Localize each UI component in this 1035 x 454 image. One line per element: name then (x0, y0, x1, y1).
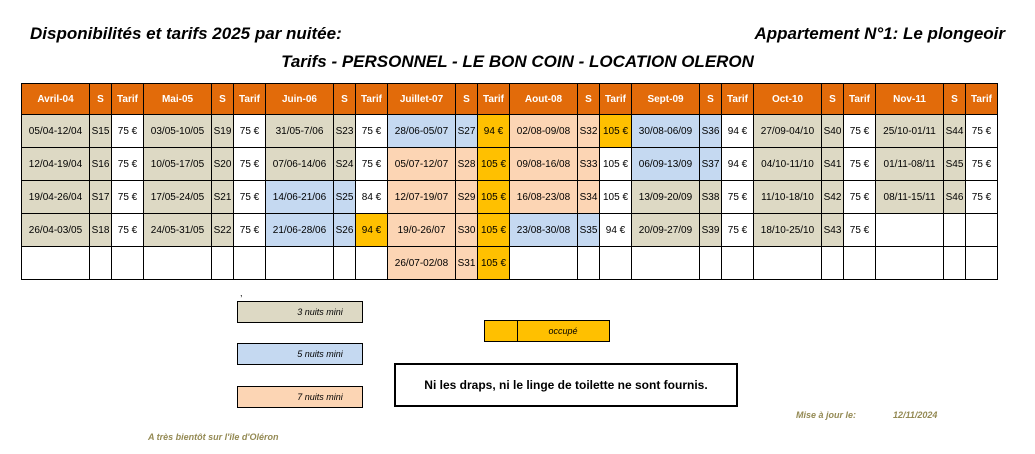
table-cell: S28 (456, 148, 478, 181)
table-cell: S37 (700, 148, 722, 181)
table-cell (510, 247, 578, 280)
legend-occupied (484, 320, 610, 342)
apartment-title: Appartement N°1: Le plongeoir (754, 24, 1005, 43)
table-cell: 105 € (478, 247, 510, 280)
table-cell: S40 (822, 115, 844, 148)
table-cell: S20 (212, 148, 234, 181)
table-cell: 75 € (234, 214, 266, 247)
update-date: 12/11/2024 (893, 410, 938, 420)
table-cell: 31/05-7/06 (266, 115, 334, 148)
table-cell (944, 247, 966, 280)
table-cell: 23/08-30/08 (510, 214, 578, 247)
table-cell: S27 (456, 115, 478, 148)
table-cell: 75 € (112, 148, 144, 181)
table-header-row (22, 84, 998, 115)
table-cell: 75 € (356, 148, 388, 181)
legend-3-nights (237, 301, 363, 323)
table-cell: 75 € (722, 214, 754, 247)
table-cell: 75 € (844, 214, 876, 247)
table-cell (722, 247, 754, 280)
table-cell: S45 (944, 148, 966, 181)
column-header: Tarif (600, 84, 632, 115)
column-header: S (700, 84, 722, 115)
table-cell (822, 247, 844, 280)
table-cell: S35 (578, 214, 600, 247)
table-cell: 105 € (478, 181, 510, 214)
table-cell: 25/10-01/11 (876, 115, 944, 148)
table-cell: S22 (212, 214, 234, 247)
table-cell (632, 247, 700, 280)
table-cell: 03/05-10/05 (144, 115, 212, 148)
table-cell: 75 € (966, 148, 998, 181)
column-header: Tarif (112, 84, 144, 115)
table-row (22, 247, 998, 280)
table-cell: S41 (822, 148, 844, 181)
table-cell (212, 247, 234, 280)
table-cell: 94 € (478, 115, 510, 148)
table-cell: 26/07-02/08 (388, 247, 456, 280)
table-cell: 20/09-27/09 (632, 214, 700, 247)
table-cell: 08/11-15/11 (876, 181, 944, 214)
table-cell: 06/09-13/09 (632, 148, 700, 181)
column-header: S (212, 84, 234, 115)
legend-7-nights (237, 386, 363, 408)
column-header: Tarif (966, 84, 998, 115)
table-cell: 11/10-18/10 (754, 181, 822, 214)
table-cell (966, 214, 998, 247)
table-cell: S21 (212, 181, 234, 214)
table-cell: 105 € (600, 148, 632, 181)
table-cell (700, 247, 722, 280)
table-cell: 10/05-17/05 (144, 148, 212, 181)
table-cell (600, 247, 632, 280)
table-body (22, 115, 998, 280)
table-cell: 12/04-19/04 (22, 148, 90, 181)
table-cell (144, 247, 212, 280)
table-cell: 75 € (234, 115, 266, 148)
table-cell: 75 € (966, 115, 998, 148)
table-cell: 105 € (478, 214, 510, 247)
table-cell: 75 € (844, 181, 876, 214)
column-header: Tarif (844, 84, 876, 115)
table-cell (334, 247, 356, 280)
table-row (22, 115, 998, 148)
table-cell: S15 (90, 115, 112, 148)
column-header: Mai-05 (144, 84, 212, 115)
table-cell: 75 € (356, 115, 388, 148)
footer-greeting: A très bientôt sur l'île d'Oléron (148, 432, 279, 442)
column-header: Sept-09 (632, 84, 700, 115)
table-cell: S42 (822, 181, 844, 214)
table-cell: 105 € (600, 181, 632, 214)
table-cell: S33 (578, 148, 600, 181)
table-cell: S34 (578, 181, 600, 214)
column-header: Tarif (234, 84, 266, 115)
column-header: S (822, 84, 844, 115)
table-cell: S31 (456, 247, 478, 280)
table-cell: S44 (944, 115, 966, 148)
table-cell: S46 (944, 181, 966, 214)
table-cell: S26 (334, 214, 356, 247)
table-cell: 75 € (234, 181, 266, 214)
table-cell (966, 247, 998, 280)
stray-mark: , (240, 288, 243, 298)
column-header: S (456, 84, 478, 115)
table-cell: S36 (700, 115, 722, 148)
table-cell: 24/05-31/05 (144, 214, 212, 247)
table-cell: S19 (212, 115, 234, 148)
table-cell: S16 (90, 148, 112, 181)
table-cell: 14/06-21/06 (266, 181, 334, 214)
table-cell: S39 (700, 214, 722, 247)
table-cell: 16/08-23/08 (510, 181, 578, 214)
table-cell: S43 (822, 214, 844, 247)
table-cell: 75 € (722, 181, 754, 214)
table-cell (112, 247, 144, 280)
table-cell: 07/06-14/06 (266, 148, 334, 181)
column-header: Aout-08 (510, 84, 578, 115)
column-header: Tarif (722, 84, 754, 115)
table-cell: 19/04-26/04 (22, 181, 90, 214)
table-cell: 105 € (600, 115, 632, 148)
table-cell: S18 (90, 214, 112, 247)
table-cell: 04/10-11/10 (754, 148, 822, 181)
table-cell (356, 247, 388, 280)
column-header: Nov-11 (876, 84, 944, 115)
table-cell: 75 € (844, 148, 876, 181)
column-header: Tarif (478, 84, 510, 115)
table-row (22, 148, 998, 181)
table-cell: 75 € (112, 214, 144, 247)
table-cell: 28/06-05/07 (388, 115, 456, 148)
legend-7-nights-label: 7 nuits mini (297, 392, 343, 402)
column-header: Avril-04 (22, 84, 90, 115)
table-cell: S32 (578, 115, 600, 148)
legend-5-nights (237, 343, 363, 365)
table-cell: 94 € (722, 115, 754, 148)
table-cell: 75 € (234, 148, 266, 181)
table-cell: 75 € (112, 181, 144, 214)
table-cell: 26/04-03/05 (22, 214, 90, 247)
table-cell: 94 € (600, 214, 632, 247)
table-cell: 75 € (112, 115, 144, 148)
table-cell: 75 € (966, 181, 998, 214)
page-title: Disponibilités et tarifs 2025 par nuitée: (30, 24, 342, 43)
table-cell: 27/09-04/10 (754, 115, 822, 148)
table-cell (876, 247, 944, 280)
table-cell: 84 € (356, 181, 388, 214)
table-cell: 12/07-19/07 (388, 181, 456, 214)
table-cell: S30 (456, 214, 478, 247)
table-cell: 05/07-12/07 (388, 148, 456, 181)
table-cell: 30/08-06/09 (632, 115, 700, 148)
table-cell: S25 (334, 181, 356, 214)
table-cell (234, 247, 266, 280)
table-cell (876, 214, 944, 247)
table-cell (754, 247, 822, 280)
table-cell: 19/0-26/07 (388, 214, 456, 247)
table-cell: S29 (456, 181, 478, 214)
table-cell: 05/04-12/04 (22, 115, 90, 148)
legend-occupied-label: occupé (548, 326, 578, 336)
update-label: Mise à jour le: (796, 410, 857, 420)
table-cell: S24 (334, 148, 356, 181)
column-header: S (578, 84, 600, 115)
column-header: Juin-06 (266, 84, 334, 115)
table-cell (578, 247, 600, 280)
table-cell (944, 214, 966, 247)
table-cell: S38 (700, 181, 722, 214)
column-header: S (944, 84, 966, 115)
availability-table (21, 83, 998, 280)
column-header: Oct-10 (754, 84, 822, 115)
table-cell: 94 € (722, 148, 754, 181)
table-cell: 01/11-08/11 (876, 148, 944, 181)
table-cell: S17 (90, 181, 112, 214)
table-cell (844, 247, 876, 280)
table-cell: 21/06-28/06 (266, 214, 334, 247)
table-cell (22, 247, 90, 280)
table-cell: 09/08-16/08 (510, 148, 578, 181)
table-cell: 02/08-09/08 (510, 115, 578, 148)
table-row (22, 214, 998, 247)
table-row (22, 181, 998, 214)
table-cell: 94 € (356, 214, 388, 247)
legend-3-nights-label: 3 nuits mini (297, 307, 343, 317)
column-header: Tarif (356, 84, 388, 115)
table-cell: 105 € (478, 148, 510, 181)
table-cell: 18/10-25/10 (754, 214, 822, 247)
table-cell (266, 247, 334, 280)
tariffs-subtitle: Tarifs - PERSONNEL - LE BON COIN - LOCATION OLERON (281, 52, 754, 71)
table-cell: 75 € (844, 115, 876, 148)
table-cell (90, 247, 112, 280)
legend-5-nights-label: 5 nuits mini (297, 349, 343, 359)
linen-notice: Ni les draps, ni le linge de toilette ne sont fournis. (394, 363, 738, 407)
column-header: Juillet-07 (388, 84, 456, 115)
table-cell: 13/09-20/09 (632, 181, 700, 214)
table-cell: 17/05-24/05 (144, 181, 212, 214)
column-header: S (90, 84, 112, 115)
table-cell: S23 (334, 115, 356, 148)
column-header: S (334, 84, 356, 115)
